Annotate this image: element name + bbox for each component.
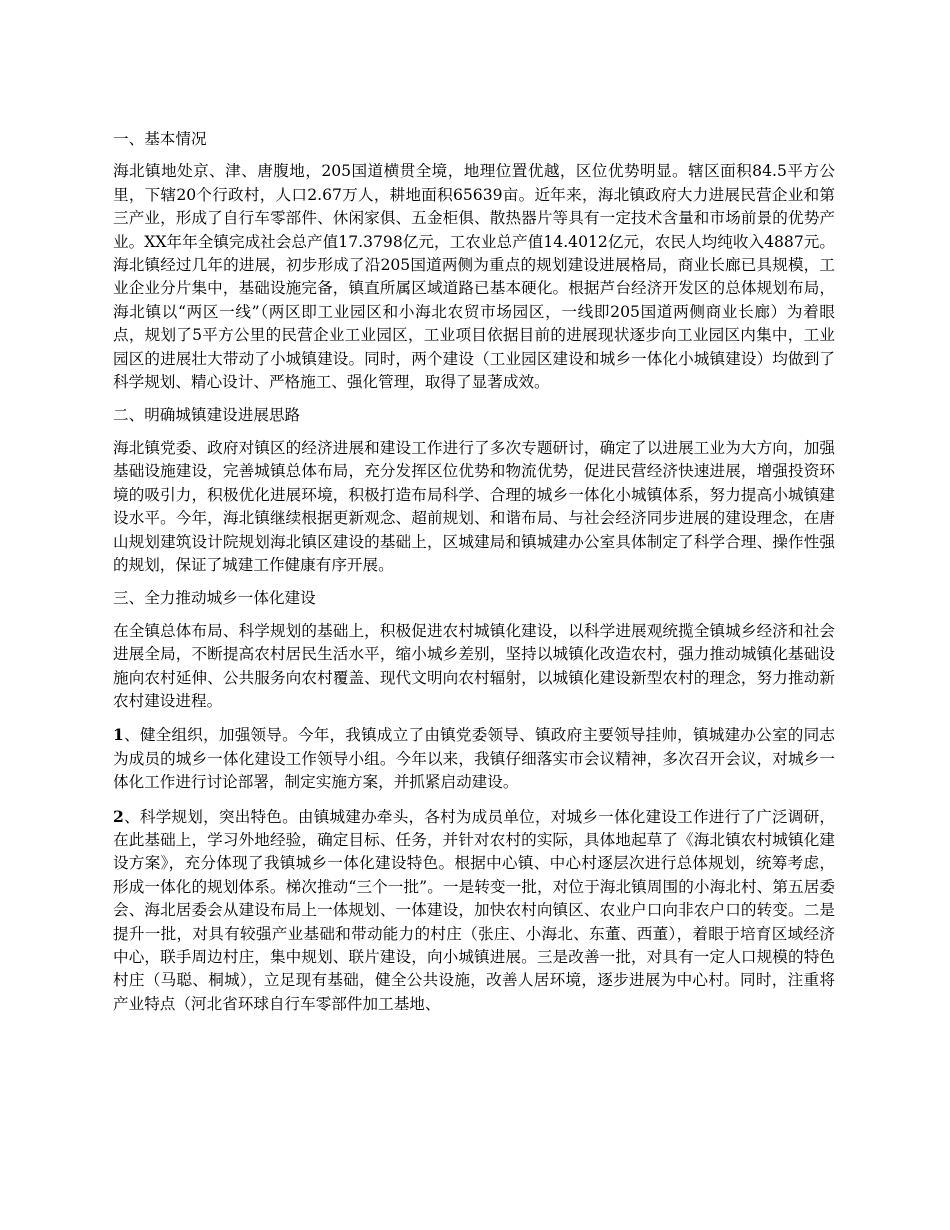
section-heading-development-approach: 二、明确城镇建设进展思路 bbox=[113, 406, 301, 425]
paragraph-integration-intro: 在全镇总体布局、科学规划的基础上，积极促进农村城镇化建设，以科学进展观统揽全镇城乡经济和社会进展全局，不断提高农村居民生活水平，缩小城乡差别，坚持以城镇化改造农村，强力推动城镇化基础设施向农村延伸、公共服务向农村覆盖、现代文明向农村辐射，以城镇化建设新型农村的理念，努力推动新农村建设进程。 bbox=[113, 621, 835, 710]
document-page bbox=[113, 128, 835, 1026]
list-item-number: 2 bbox=[113, 806, 124, 826]
list-item-planning bbox=[113, 805, 835, 1017]
paragraph-basic-situation: 海北镇地处京、津、唐腹地，205国道横贯全境，地理位置优越，区位优势明显。辖区面积84.5平方公里，下辖20个行政村，人口2.67万人，耕地面积65639亩。近年来，海北镇政府大力进展民营企业和第三产业，形成了自行车零部件、休闲家俱、五金柜俱、散热器片等具有一定技术含量和市场前景的优势产业。XX年年全镇完成社会总产值17.3798亿元，工农业总产值14.4012亿元，农民人均纯收入4887元。海北镇经过几年的进展，初步形成了沿205国道两侧为重点的规划建设进展格局，商业长廊已具规模，工业企业分片集中，基础设施完备，镇直所属区域道路已基本硬化。根据芦台经济开发区的总体规划布局，海北镇以“两区一线”（两区即工业园区和小海北农贸市场园区，一线即205国道两侧商业长廊）为着眼点，规划了5平方公里的民营企业工业园区，工业项目依据目前的进展现状逐步向工业园区内集中，工业园区的进展壮大带动了小城镇建设。同时，两个建设（工业园区建设和城乡一体化小城镇建设）均做到了科学规划、精心设计、严格施工、强化管理，取得了显著成效。 bbox=[113, 162, 835, 392]
section-heading-integration: 三、全力推动城乡一体化建设 bbox=[113, 589, 316, 608]
list-item-number: 1 bbox=[113, 725, 124, 745]
paragraph-development-approach: 海北镇党委、政府对镇区的经济进展和建设工作进行了多次专题研讨，确定了以进展工业为大方向，加强基础设施建设，完善城镇总体布局，充分发挥区位优势和物流优势，促进民营经济快速进展，增强投资环境的吸引力，积极优化进展环境，积极打造布局科学、合理的城乡一体化小城镇体系，努力提高小城镇建设水平。今年，海北镇继续根据更新观念、超前规划、和谐布局、与社会经济同步进展的建设理念，在唐山规划建筑设计院规划海北镇区建设的基础上，区城建局和镇城建办公室具体制定了科学合理、操作性强的规划，保证了城建工作健康有序开展。 bbox=[113, 438, 835, 574]
list-item-text: 、健全组织，加强领导。今年，我镇成立了由镇党委领导、镇政府主要领导挂帅，镇城建办公室的同志为成员的城乡一体化建设工作领导小组。今年以来，我镇仔细落实市会议精神，多次召开会议，对城乡一体化工作进行讨论部署，制定实施方案，并抓紧启动建设。 bbox=[113, 726, 835, 792]
list-item-text: 、科学规划，突出特色。由镇城建办牵头，各村为成员单位，对城乡一体化建设工作进行了广泛调研，在此基础上，学习外地经验，确定目标、任务，并针对农村的实际，具体地起草了《海北镇农村城镇化建设方案》，充分体现了我镇城乡一体化建设特色。根据中心镇、中心村逐层次进行总体规划，统筹考虑，形成一体化的规划体系。梯次推动“三个一批”。一是转变一批，对位于海北镇周围的小海北村、第五居委会、海北居委会从建设布局上一体规划、一体建设，加快农村向镇区、农业户口向非农户口的转变。二是提升一批，对具有较强产业基础和带动能力的村庄（张庄、小海北、东董、西董），着眼于培育区域经济中心，联手周边村庄，集中规划、联片建设，向小城镇进展。三是改善一批，对具有一定人口规模的特色村庄（马聪、桐城），立足现有基础，健全公共设施，改善人居环境，逐步进展为中心村。同时，注重将产业特点（河北省环球自行车零部件加工基地、 bbox=[113, 807, 835, 1013]
section-heading-basic-situation: 一、基本情况 bbox=[113, 130, 207, 148]
list-item-organization bbox=[113, 723, 835, 794]
